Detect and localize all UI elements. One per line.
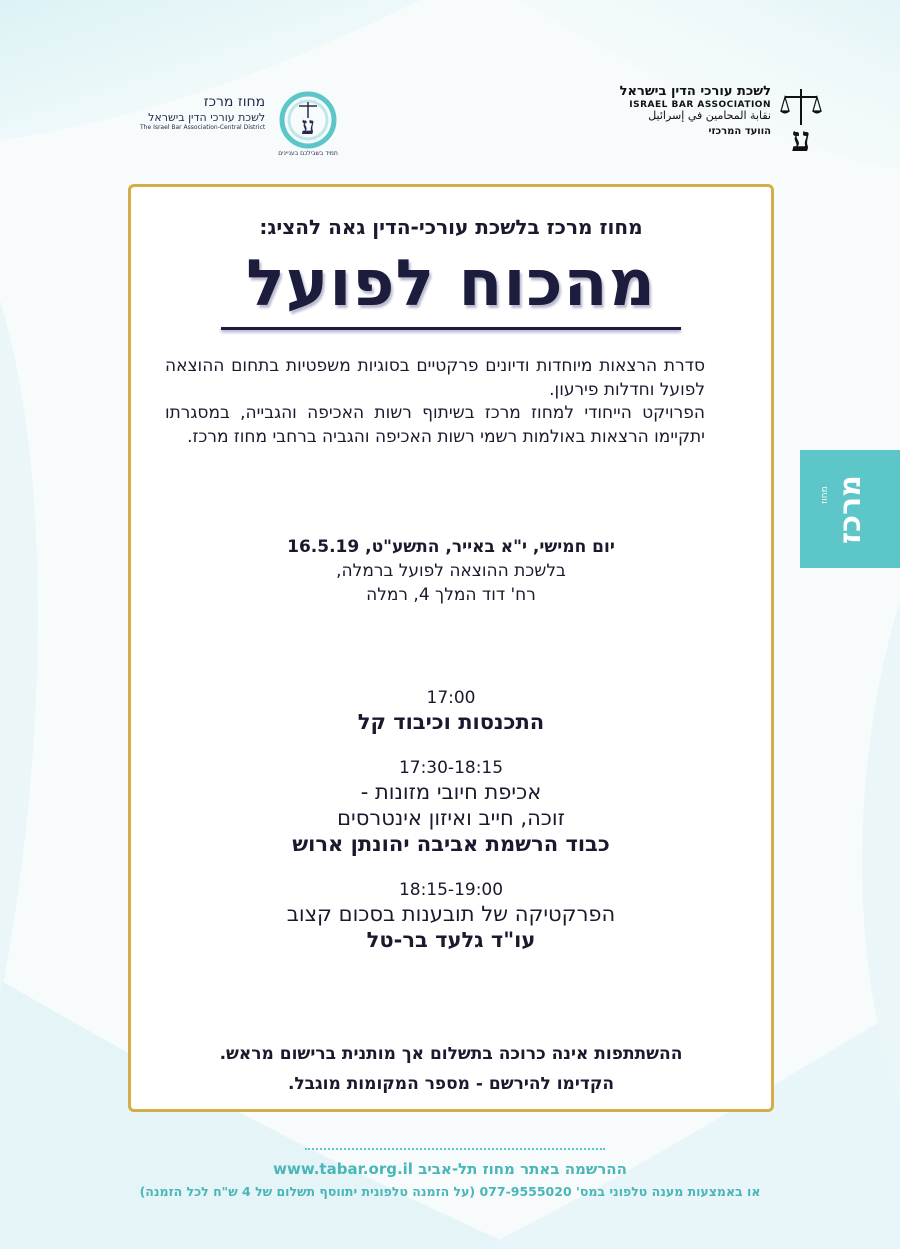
central-committee: הוועד המרכזי xyxy=(708,125,771,137)
slot-time: 17:00 xyxy=(426,688,476,708)
svg-text:תמיד בשבילכם בעניינים: תמיד בשבילכם בעניינים xyxy=(278,150,338,157)
side-tab-label: מרכז xyxy=(832,474,868,544)
bar-association-arabic: نقابة المحامين في إسرائيل xyxy=(648,109,771,123)
description xyxy=(165,355,705,449)
schedule-slot xyxy=(131,687,771,735)
district-side-tab xyxy=(800,450,900,568)
website-link[interactable]: www.tabar.org.il xyxy=(273,1160,413,1178)
event-date: יום חמישי, י"א באייר, התשע"ט, 16.5.19 xyxy=(287,537,615,557)
dotted-divider xyxy=(305,1148,605,1152)
schedule xyxy=(131,687,771,975)
registration-line xyxy=(0,1160,900,1178)
phone-registration-line: או באמצעות מענה טלפוני במס' 077-9555020 (על הזמנה טלפונית יתווסף תשלום של 4 ש"ח לכל הזמנה) xyxy=(139,1184,761,1199)
central-district-english: The Israel Bar Association-Central District xyxy=(140,123,266,131)
description-paragraph-2: הפרויקט הייחודי למחוז מרכז בשיתוף רשות האכיפה והגבייה, במסגרתו יתקיימו הרצאות באולמות רשמי רשות האכיפה והגביה ברחבי מחוז מרכז. xyxy=(165,403,705,447)
scales-of-justice-icon xyxy=(777,85,825,155)
title-underline xyxy=(221,327,681,330)
slot-time: 17:30-18:15 xyxy=(398,758,504,778)
event-details xyxy=(131,535,771,607)
participation-note xyxy=(131,1039,771,1099)
participation-note-line-1: ההשתתפות אינה כרוכה בתשלום אך מותנית ברישום מראש. xyxy=(219,1044,683,1064)
slot-speaker: עו"ד גלעד בר-טל xyxy=(366,928,536,952)
bar-association-text xyxy=(620,85,771,137)
event-venue: בלשכת ההוצאה לפועל ברמלה, xyxy=(336,561,566,581)
bar-association-english: ISRAEL BAR ASSOCIATION xyxy=(629,99,771,110)
schedule-slot xyxy=(131,757,771,857)
bar-association-hebrew: לשכת עורכי הדין בישראל xyxy=(619,84,771,99)
slot-topic: זוכה, חייב ואיזון אינטרסים xyxy=(337,806,565,830)
central-district-text xyxy=(140,88,265,131)
event-address: רח' דוד המלך 4, רמלה xyxy=(366,585,536,605)
schedule-slot xyxy=(131,879,771,953)
central-district-emblem-icon xyxy=(273,88,343,158)
slot-topic: התכנסות וכיבוד קל xyxy=(357,710,545,734)
registration-prefix: ההרשמה באתר מחוז תל-אביב xyxy=(418,1160,627,1178)
slot-speaker: כבוד הרשמת אביבה יהונתן ארוש xyxy=(292,832,610,856)
invitation-frame xyxy=(128,184,774,1112)
israel-bar-association-logo xyxy=(585,85,825,155)
slot-topic: הפרקטיקה של תובענות בסכום קצוב xyxy=(286,902,616,926)
description-paragraph-1: סדרת הרצאות מיוחדות ודיונים פרקטיים בסוגיות משפטיות בתחום ההוצאה לפועל וחדלות פירעון. xyxy=(165,356,705,400)
svg-text:ע: ע xyxy=(791,120,811,155)
slot-topic: אכיפת חיובי מזונות - xyxy=(360,780,542,804)
svg-text:ע: ע xyxy=(301,111,315,140)
participation-note-line-2: הקדימו להירשם - מספר המקומות מוגבל. xyxy=(287,1074,615,1094)
side-tab-small-label: מחוז xyxy=(819,486,830,504)
central-district-logo xyxy=(140,88,380,158)
event-title: מהכוח לפועל xyxy=(246,247,656,321)
central-district-title: מחוז מרכז xyxy=(203,94,266,110)
slot-time: 18:15-19:00 xyxy=(398,880,504,900)
intro-text: מחוז מרכז בלשכת עורכי-הדין גאה להציג: xyxy=(259,215,643,239)
central-district-subtitle: לשכת עורכי הדין בישראל xyxy=(148,110,266,124)
